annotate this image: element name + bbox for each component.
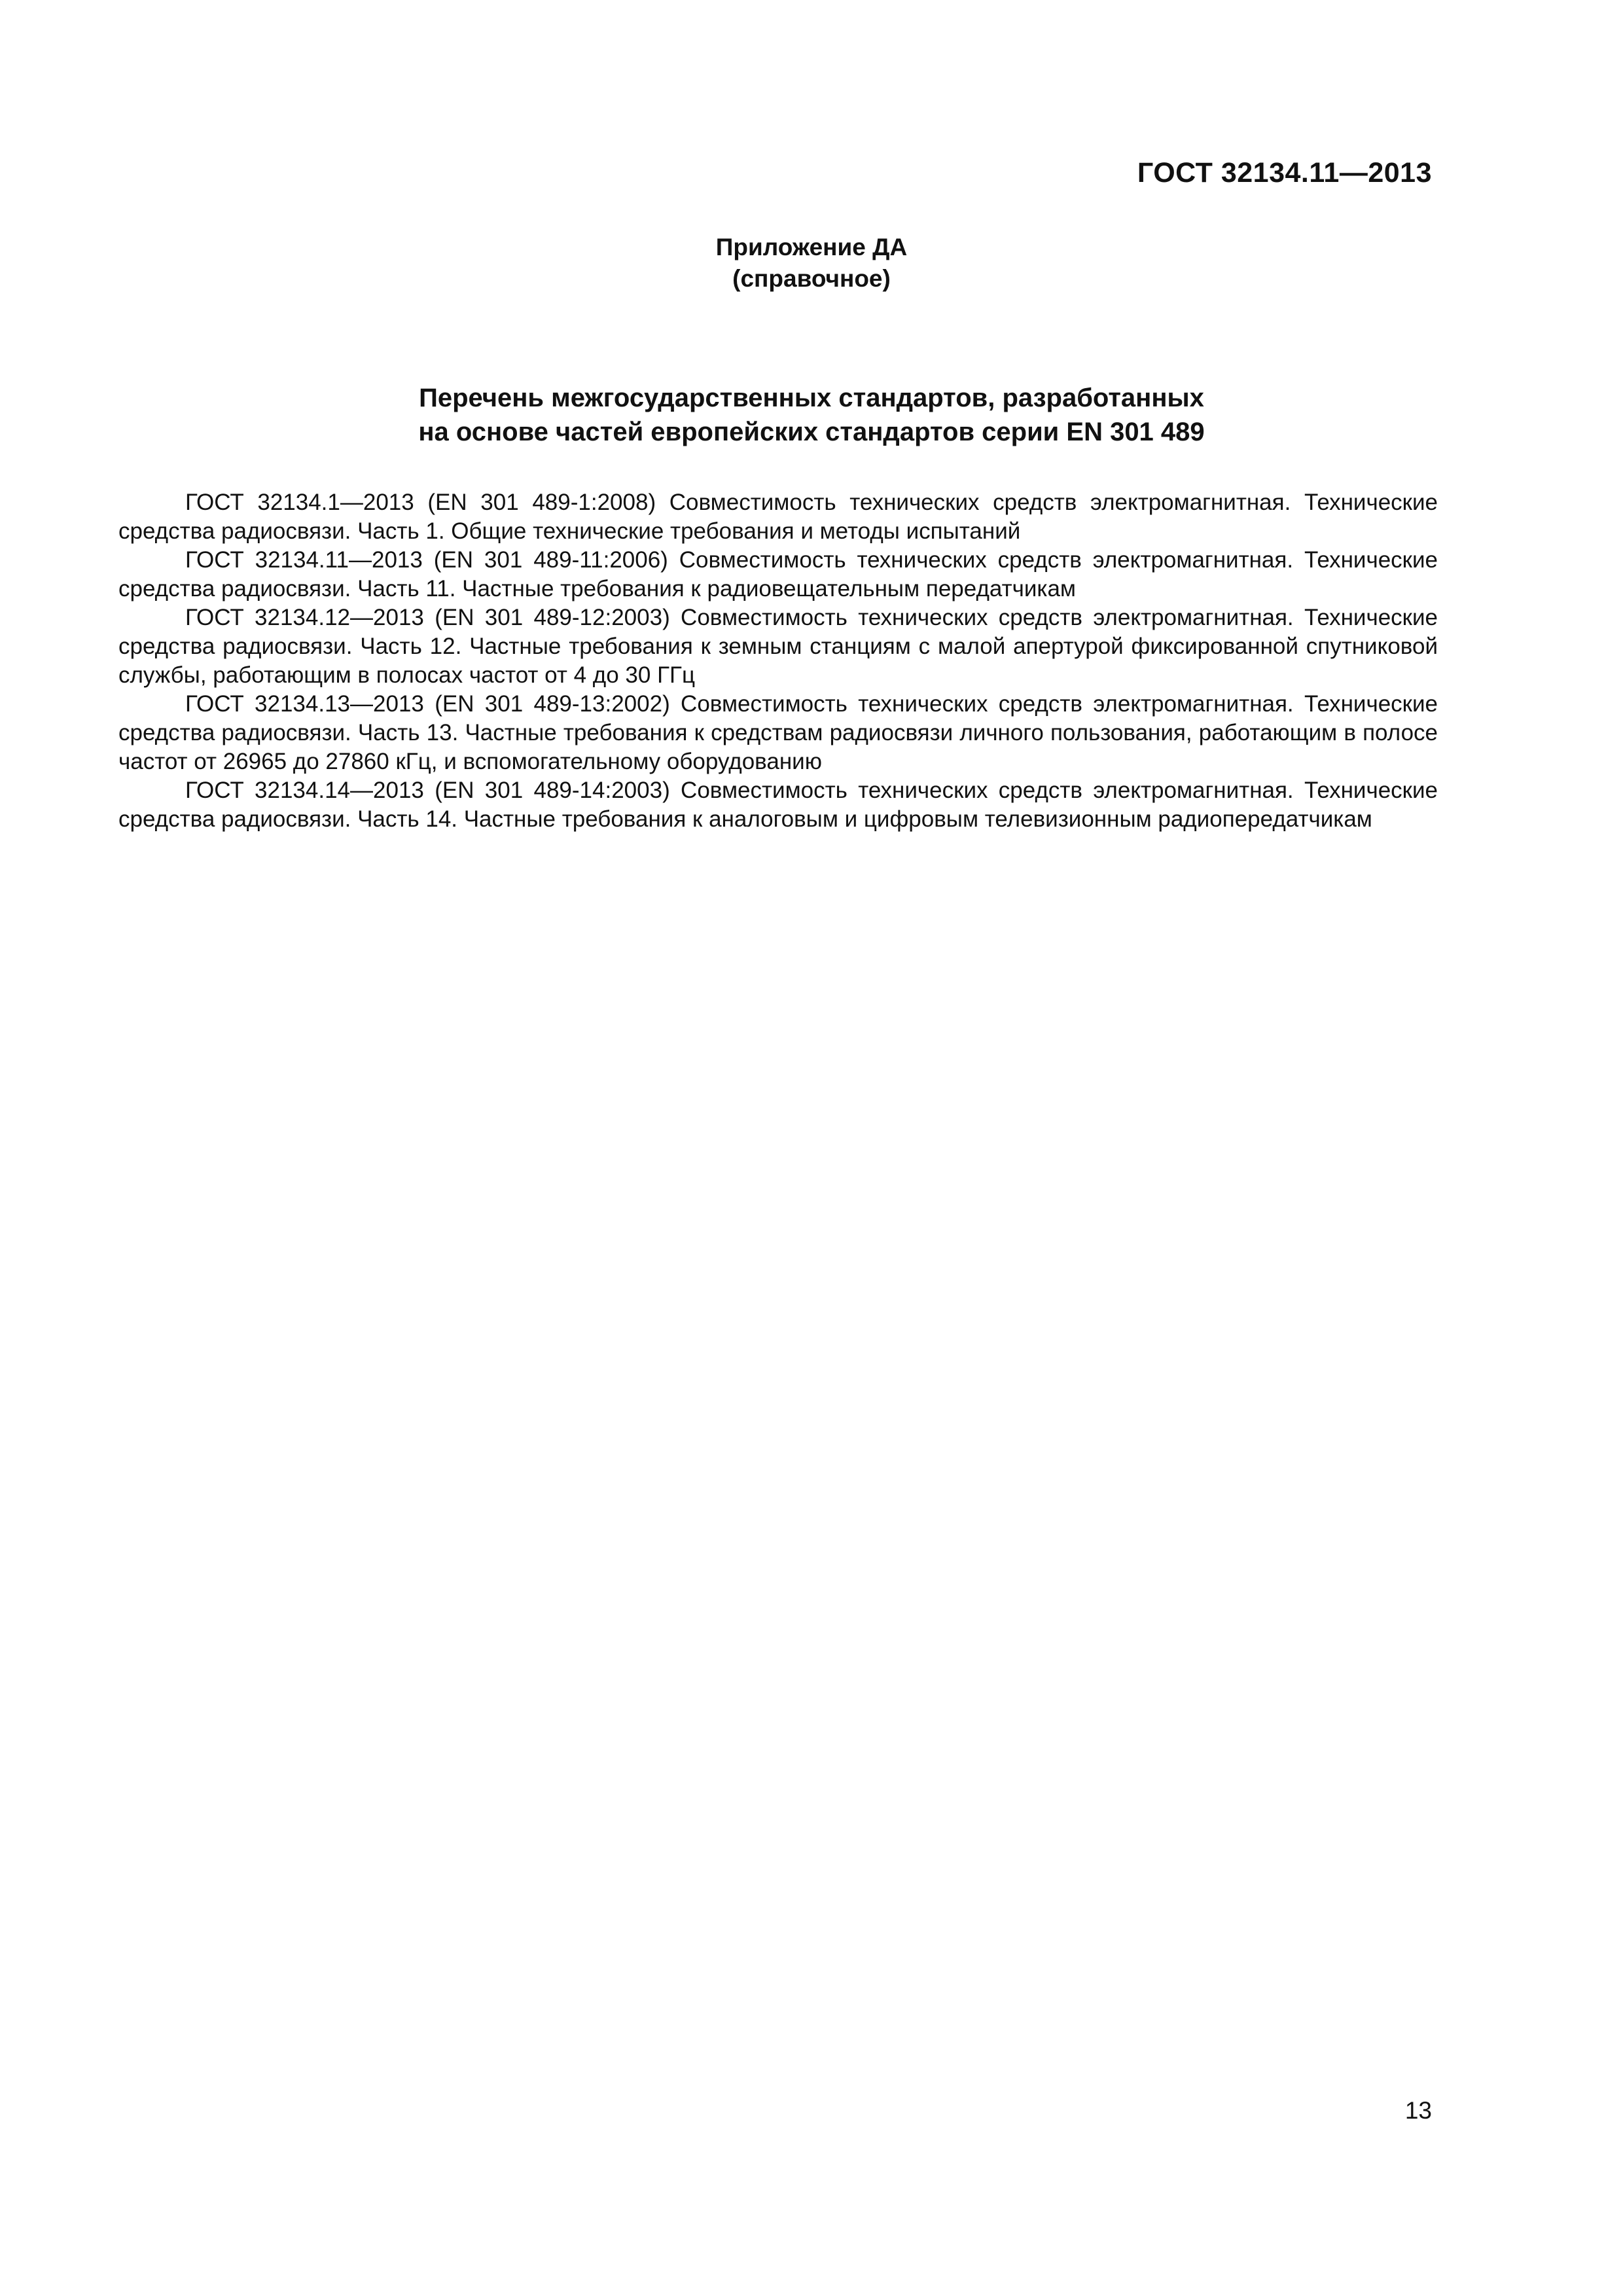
appendix-type: (справочное) [732, 265, 891, 292]
page-number: 13 [1404, 2097, 1432, 2124]
standard-entry: ГОСТ 32134.12—2013 (EN 301 489-12:2003) Совместимость технических средств электромагнитная. Технические средства радиосвязи. Часть 12. Частные требования к земным станциям с малой апертурой фиксированной спутниковой службы, работающим в полосах частот от 4 до 30 ГГц [118, 605, 1438, 688]
standard-entry: ГОСТ 32134.13—2013 (EN 301 489-13:2002) Совместимость технических средств электромагнитная. Технические средства радиосвязи. Часть 13. Частные требования к средствам радиосвязи личного пользования, работающим в полосе частот от 26965 до 27860 кГц, и вспомогательному оборудованию [118, 691, 1438, 774]
standard-entry: ГОСТ 32134.14—2013 (EN 301 489-14:2003) Совместимость технических средств электромагнитная. Технические средства радиосвязи. Часть 14. Частные требования к аналоговым и цифровым телевизионным радиопередатчикам [118, 778, 1438, 832]
section-title-line-2: на основе частей европейских стандартов серии EN 301 489 [418, 418, 1205, 446]
section-title [0, 381, 1623, 449]
standard-entry: ГОСТ 32134.1—2013 (EN 301 489-1:2008) Совместимость технических средств электромагнитная. Технические средства радиосвязи. Часть 1. Общие технические требования и методы испытаний [118, 490, 1438, 544]
appendix-heading [0, 232, 1623, 295]
appendix-title: Приложение ДА [715, 234, 908, 260]
document-code: ГОСТ 32134.11—2013 [1137, 157, 1432, 188]
standard-entry: ГОСТ 32134.11—2013 (EN 301 489-11:2006) Совместимость технических средств электромагнитная. Технические средства радиосвязи. Часть 11. Частные требования к радиовещательным передатчикам [118, 547, 1438, 601]
standards-list [118, 488, 1438, 834]
section-title-line-1: Перечень межгосударственных стандартов, разработанных [419, 384, 1204, 412]
